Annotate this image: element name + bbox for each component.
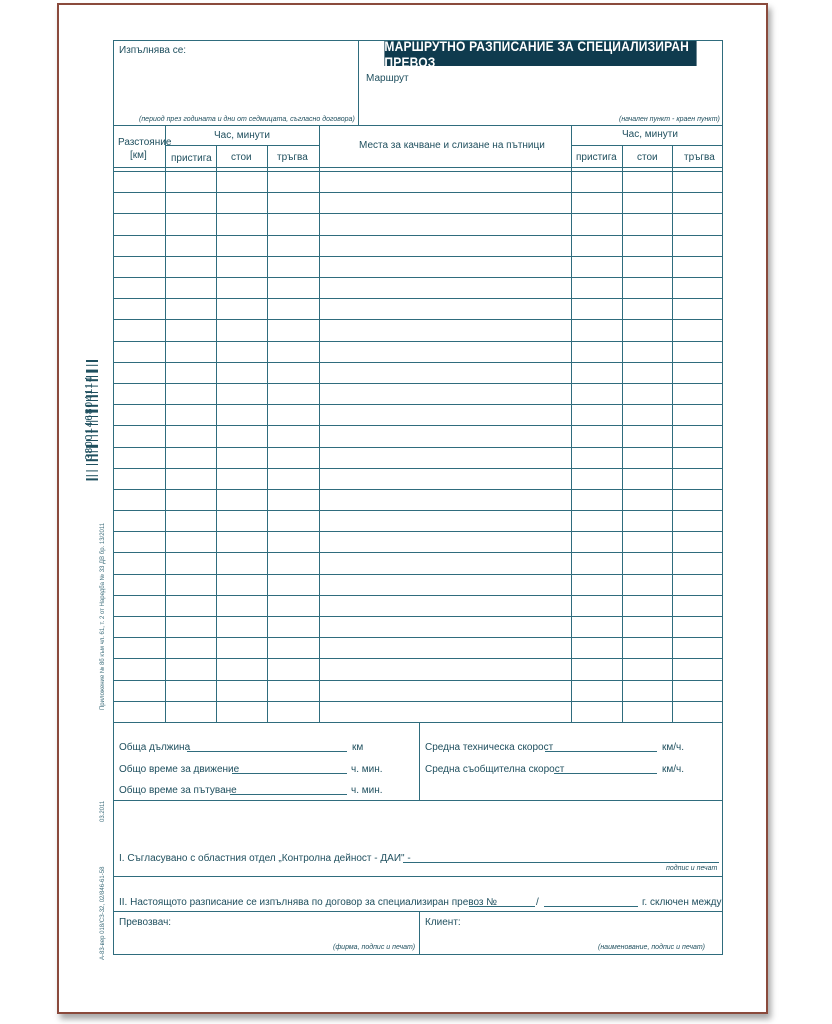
grid-column-line bbox=[672, 145, 673, 722]
grid-column-line bbox=[622, 145, 623, 722]
arrives-header: пристига bbox=[171, 153, 212, 164]
approval-bottom-line bbox=[113, 876, 723, 877]
header-bottom-line bbox=[113, 125, 723, 126]
distance-header: Разстояние bbox=[118, 137, 172, 148]
table-row[interactable] bbox=[113, 235, 723, 236]
barcode-bar bbox=[86, 470, 98, 471]
table-row[interactable] bbox=[113, 319, 723, 320]
contract-date-field[interactable] bbox=[544, 906, 638, 907]
table-row[interactable] bbox=[113, 489, 723, 490]
travel-time-label: Общо време за пътуване bbox=[119, 785, 237, 796]
table-row[interactable] bbox=[113, 425, 723, 426]
time-group-right: Час, минути bbox=[622, 129, 678, 140]
grid-column-line bbox=[165, 125, 166, 722]
approval-text: I. Съгласувано с областния отдел „Контролна дейност - ДАИ" - bbox=[119, 853, 411, 864]
tech-speed-unit: км/ч. bbox=[662, 742, 685, 753]
table-row[interactable] bbox=[113, 468, 723, 469]
total-length-unit: км bbox=[352, 742, 364, 753]
tech-speed-field[interactable] bbox=[545, 751, 657, 752]
table-row[interactable] bbox=[113, 213, 723, 214]
table-row[interactable] bbox=[113, 192, 723, 193]
barcode-number: 3800146804114 bbox=[84, 375, 95, 460]
grid-header-line bbox=[113, 167, 723, 168]
legal-note: Приложение № 8б към чл. 61, т. 2 от Наредба № 33 ДВ бр. 13/2011 bbox=[100, 522, 106, 710]
form-title: МАРШРУТНО РАЗПИСАНИЕ ЗА СПЕЦИАЛИЗИРАН ПРЕВОЗ bbox=[384, 41, 696, 66]
table-row[interactable] bbox=[113, 637, 723, 638]
client-label: Клиент: bbox=[425, 917, 461, 928]
parties-divider bbox=[419, 911, 420, 955]
grid-column-line bbox=[216, 145, 217, 722]
client-hint: (наименование, подпис и печат) bbox=[598, 944, 705, 951]
approval-signature-field[interactable] bbox=[403, 862, 719, 863]
arrives-header-right: пристига bbox=[576, 152, 617, 163]
executed-hint: (период през годината и дни от седмицата, съгласно договора) bbox=[139, 116, 355, 123]
executed-label: Изпълнява се: bbox=[119, 45, 187, 56]
distance-unit: [км] bbox=[130, 150, 147, 161]
table-row[interactable] bbox=[113, 680, 723, 681]
table-row[interactable] bbox=[113, 341, 723, 342]
table-row[interactable] bbox=[113, 298, 723, 299]
contract-suffix: г. сключен между bbox=[642, 897, 722, 908]
barcode-bar bbox=[86, 478, 98, 480]
table-row[interactable] bbox=[113, 658, 723, 659]
travel-time-unit: ч. мин. bbox=[351, 785, 383, 796]
contract-number-field[interactable] bbox=[469, 906, 535, 907]
summary-divider bbox=[419, 722, 420, 800]
time-group-line-left bbox=[165, 145, 319, 146]
move-time-unit: ч. мин. bbox=[351, 764, 383, 775]
grid-column-line bbox=[267, 145, 268, 722]
grid-column-line bbox=[319, 125, 320, 722]
route-hint: (начален пункт - краен пункт) bbox=[619, 116, 720, 123]
table-row[interactable] bbox=[113, 404, 723, 405]
comm-speed-field[interactable] bbox=[554, 773, 657, 774]
table-row[interactable] bbox=[113, 531, 723, 532]
form-frame bbox=[113, 40, 723, 955]
carrier-label: Превозвач: bbox=[119, 917, 172, 928]
departs-header-right: тръгва bbox=[684, 152, 715, 163]
print-code: А-83-вер 018/СЗ-32, 02/846-61-58 bbox=[100, 866, 106, 960]
total-length-field[interactable] bbox=[187, 751, 347, 752]
summary-top-line bbox=[113, 722, 723, 723]
route-label: Маршрут bbox=[366, 73, 409, 84]
table-row[interactable] bbox=[113, 595, 723, 596]
stays-header: стои bbox=[231, 152, 252, 163]
stays-header-right: стои bbox=[637, 152, 658, 163]
total-length-label: Обща дължина bbox=[119, 742, 191, 753]
move-time-label: Общо време за движение bbox=[119, 764, 240, 775]
stops-header: Места за качване и слизане на пътници bbox=[359, 140, 545, 151]
barcode-bar bbox=[86, 365, 98, 366]
barcode-bar bbox=[86, 464, 98, 465]
grid-column-line bbox=[571, 125, 572, 722]
departs-header: тръгва bbox=[277, 152, 308, 163]
table-row[interactable] bbox=[113, 362, 723, 363]
carrier-hint: (фирма, подпис и печат) bbox=[333, 944, 416, 951]
time-group-left: Час, минути bbox=[214, 130, 270, 141]
comm-speed-unit: км/ч. bbox=[662, 764, 685, 775]
barcode-bar bbox=[86, 475, 98, 476]
table-row[interactable] bbox=[113, 510, 723, 511]
contract-slash: / bbox=[536, 897, 539, 908]
comm-speed-label: Средна съобщителна скорост bbox=[425, 764, 565, 775]
table-row[interactable] bbox=[113, 701, 723, 702]
travel-time-field[interactable] bbox=[230, 794, 347, 795]
table-row[interactable] bbox=[113, 256, 723, 257]
tech-speed-label: Средна техническа скорост bbox=[425, 742, 554, 753]
table-row[interactable] bbox=[113, 574, 723, 575]
header-divider bbox=[358, 40, 359, 126]
time-group-line-right bbox=[571, 145, 723, 146]
table-row[interactable] bbox=[113, 277, 723, 278]
table-row[interactable] bbox=[113, 171, 723, 172]
contract-line bbox=[113, 911, 723, 912]
move-time-field[interactable] bbox=[232, 773, 347, 774]
barcode-bar bbox=[86, 370, 98, 373]
date-code: 03.2011 bbox=[100, 800, 106, 822]
approval-hint: подпис и печат bbox=[666, 865, 718, 872]
barcode-bar bbox=[86, 360, 98, 362]
summary-bottom-line bbox=[113, 800, 723, 801]
table-row[interactable] bbox=[113, 616, 723, 617]
contract-text: II. Настоящото разписание се изпълнява по договор за специализиран превоз № bbox=[119, 897, 498, 908]
table-row[interactable] bbox=[113, 552, 723, 553]
table-row[interactable] bbox=[113, 383, 723, 384]
table-row[interactable] bbox=[113, 447, 723, 448]
